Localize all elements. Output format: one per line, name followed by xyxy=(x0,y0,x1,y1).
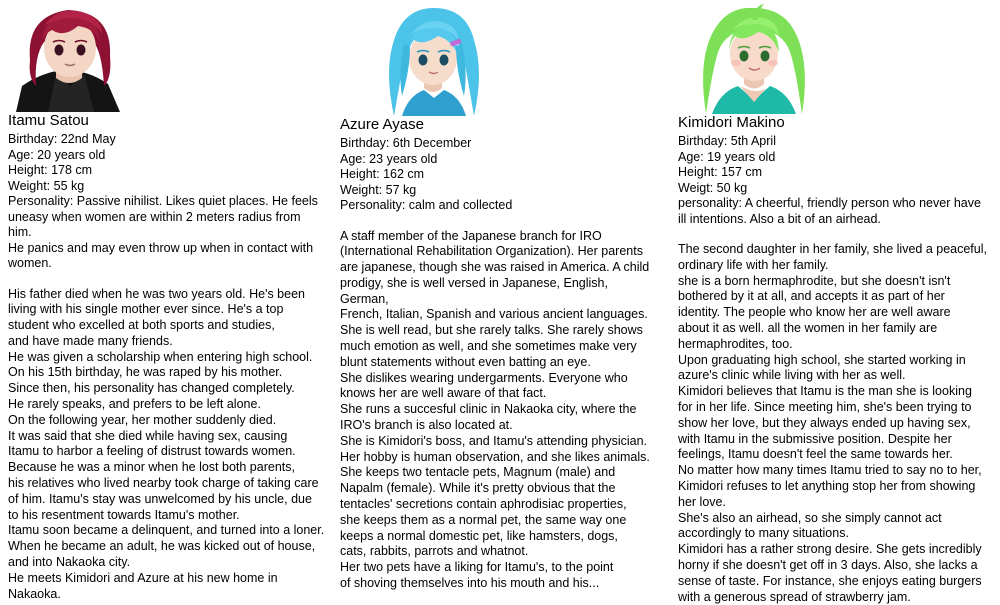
stat-line: Birthday: 5th April xyxy=(678,134,776,148)
bio-line: Itamu to harbor a feeling of distrust towards women. xyxy=(8,444,296,459)
character-stats xyxy=(8,132,326,272)
bio-line: accordingly to many situations. xyxy=(678,526,849,541)
stat-line: Birthday: 22nd May xyxy=(8,132,116,146)
bio-line: His father died when he was two years old. He's been xyxy=(8,286,305,301)
character-bio xyxy=(8,287,326,603)
stat-line: Personality: calm and collected xyxy=(340,198,513,212)
character-header-kimidori xyxy=(678,114,994,605)
bio-line: feelings, Itamu doesn't feel the same towards her. xyxy=(678,447,953,462)
stat-line: women. xyxy=(8,256,52,270)
bio-line: When he became an adult, he was kicked out of house, xyxy=(8,539,316,554)
bio-line: knows her are well aware of that fact. xyxy=(340,386,547,401)
bio-line: (International Rehabilitation Organization). Her parents xyxy=(340,244,643,259)
bio-line: Kimidori has a rather strong desire. She gets incredibly xyxy=(678,542,982,557)
bio-line: about it as well. all the women in her family are xyxy=(678,320,938,335)
bio-line: of shoving themselves into his mouth and his... xyxy=(340,576,600,591)
bio-line: Upon graduating high school, she started working in xyxy=(678,352,966,367)
bio-line: azure's clinic while living with her as well. xyxy=(678,368,906,383)
bio-line: Kimidori refuses to let anything stop her from showing xyxy=(678,478,976,493)
bio-line: she is a born hermaphrodite, but she doesn't isn't xyxy=(678,273,951,288)
bio-line: and into Nakaoka city. xyxy=(8,555,131,570)
bio-line: cats, rabbits, parrots and whatnot. xyxy=(340,544,529,559)
bio-line: for in her life. Since meeting him, she's been trying to xyxy=(678,399,972,414)
stat-line: Weight: 55 kg xyxy=(8,178,85,193)
bio-line: She runs a succesful clinic in Nakaoka city, where the xyxy=(340,402,637,417)
bio-line: On the following year, her mother suddenly died. xyxy=(8,412,277,427)
bio-line: He was given a scholarship when entering high school. xyxy=(8,349,313,364)
bio-line: with Itamu in the submissive position. Despite her xyxy=(678,431,952,446)
stat-line: personality: A cheerful, friendly person who never have xyxy=(678,196,981,210)
bio-line: hermaphrodites, too. xyxy=(678,336,793,351)
character-stats xyxy=(678,134,994,227)
bio-line: bothered by it at all, and accepts it as part of her xyxy=(678,289,945,304)
stat-line: He panics and may even throw up when in contact with xyxy=(8,240,314,255)
stat-line: uneasy when women are within 2 meters radius from him. xyxy=(8,209,304,239)
bio-line: of him. Itamu's stay was unwelcomed by his uncle, due xyxy=(8,491,312,506)
bio-line: sense of taste. For instance, she enjoys eating burgers xyxy=(678,573,982,588)
bio-line: No matter how many times Itamu tried to say no to her, xyxy=(678,463,982,478)
bio-line: She keeps two tentacle pets, Magnum (male) and xyxy=(340,465,616,480)
character-card-kimidori xyxy=(678,0,994,605)
bio-line: blunt statements without even batting an eye. xyxy=(340,354,591,369)
bio-line: much emotion as well, and she sometimes make very xyxy=(340,339,637,354)
bio-line: her love. xyxy=(678,494,726,509)
bio-line: Her two pets have a liking for Itamu's, to the point xyxy=(340,560,614,575)
bio-line: Itamu soon became a delinquent, and turned into a loner. xyxy=(8,523,325,538)
bio-line: show her love, but they always ended up having sex, xyxy=(678,415,971,430)
character-name: Azure Ayase xyxy=(340,116,424,133)
bio-line: and have made many friends. xyxy=(8,333,173,348)
bio-line: are japanese, though she was raised in America. A child xyxy=(340,260,650,275)
bio-line: tentacles' secretions contain aphrodisiac properties, xyxy=(340,497,627,512)
bio-line: He meets Kimidori and Azure at his new home in Nakaoka. xyxy=(8,570,278,601)
stat-line: Weight: 57 kg xyxy=(340,182,417,197)
bio-line: She dislikes wearing undergarments. Everyone who xyxy=(340,370,628,385)
bio-line: student who excelled at both sports and studies, xyxy=(8,318,275,333)
bio-line: The second daughter in her family, she lived a peaceful, xyxy=(678,242,987,256)
stat-line: Age: 20 years old xyxy=(8,147,106,162)
bio-line: Since then, his personality has changed completely. xyxy=(8,381,295,396)
stat-line: ill intentions. Also a bit of an airhead. xyxy=(678,211,881,226)
bio-line: his relatives who lived nearby took charge of taking care xyxy=(8,476,319,491)
bio-line: ordinary life with her family. xyxy=(678,257,829,272)
character-portrait-kimidori xyxy=(686,0,822,114)
stat-line: Birthday: 6th December xyxy=(340,136,472,150)
bio-line: living with his single mother ever since. He's a top xyxy=(8,302,284,317)
stat-line: Height: 162 cm xyxy=(340,167,425,181)
bio-line: horny if she doesn't get off in 3 days. Also, she lacks a xyxy=(678,557,978,572)
bio-line: Napalm (female). While it's pretty obvious that the xyxy=(340,481,616,496)
character-portrait-itamu xyxy=(8,0,136,112)
bio-line: It was said that she died while having sex, causing xyxy=(8,428,288,443)
bio-line: On his 15th birthday, he was raped by his mother. xyxy=(8,365,283,380)
bio-line: She's also an airhead, so she simply cannot act xyxy=(678,510,942,525)
stat-line: Personality: Passive nihilist. Likes quiet places. He feels xyxy=(8,194,318,208)
bio-line: She is well read, but she rarely talks. She rarely shows xyxy=(340,323,643,338)
bio-line: A staff member of the Japanese branch for IRO xyxy=(340,228,602,243)
bio-line: French, Italian, Spanish and various ancient languages. xyxy=(340,307,648,322)
character-header-itamu xyxy=(8,112,326,602)
character-card-azure xyxy=(340,0,658,592)
bio-line: she keeps them as a normal pet, the same way one xyxy=(340,512,627,527)
character-header-azure xyxy=(340,116,658,592)
stat-line: Weigt: 50 kg xyxy=(678,180,748,195)
character-bio xyxy=(678,242,994,605)
character-portrait-azure xyxy=(368,0,498,116)
bio-line: prodigy, she is well versed in Japanese, English, German, xyxy=(340,275,608,306)
bio-line: Because he was a minor when he lost both parents, xyxy=(8,460,295,475)
character-card-itamu xyxy=(8,0,326,602)
bio-line: keeps a normal domestic pet, like hamsters, dogs, xyxy=(340,528,618,543)
stat-line: Height: 178 cm xyxy=(8,163,93,177)
bio-line: with a generous spread of strawberry jam. xyxy=(678,589,911,604)
character-bio xyxy=(340,229,658,592)
bio-line: He rarely speaks, and prefers to be left alone. xyxy=(8,397,261,412)
bio-line: She is Kimidori's boss, and Itamu's attending physician. xyxy=(340,433,648,448)
stat-line: Height: 157 cm xyxy=(678,165,763,179)
stat-line: Age: 19 years old xyxy=(678,149,776,164)
character-stats xyxy=(340,136,658,214)
bio-line: Kimidori believes that Itamu is the man she is looking xyxy=(678,384,972,399)
bio-line: IRO's branch is also located at. xyxy=(340,418,513,433)
bio-line: Her hobby is human observation, and she likes animals. xyxy=(340,449,650,464)
stat-line: Age: 23 years old xyxy=(340,151,438,166)
bio-line: identity. The people who know her are well aware xyxy=(678,305,951,320)
bio-line: to his resentment towards Itamu's mother. xyxy=(8,507,240,522)
character-name: Itamu Satou xyxy=(8,112,89,129)
character-name: Kimidori Makino xyxy=(678,114,785,131)
